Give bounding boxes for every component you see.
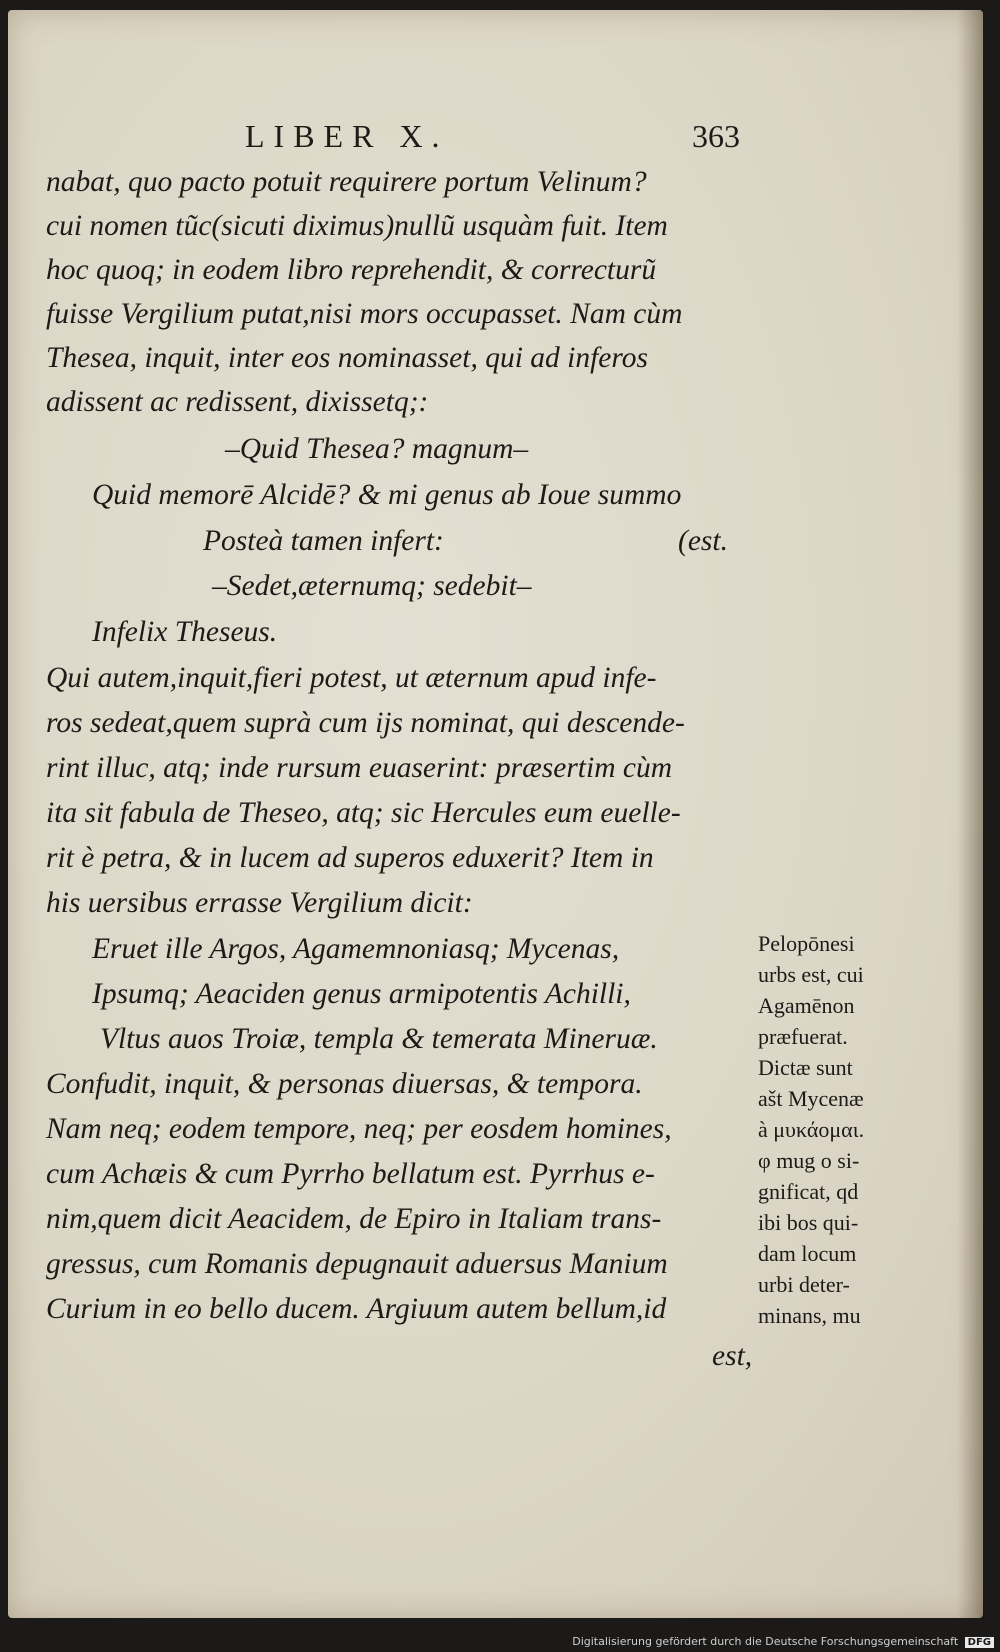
margin-note: [758, 928, 864, 1331]
text-line: Posteà tamen infert:: [203, 525, 444, 557]
margin-note-line: ibi bos qui-: [758, 1210, 859, 1235]
verse-line: –Sedet,æternumq; sedebit–: [212, 570, 532, 602]
text-line: hoc quoq; in eodem libro reprehendit, & correcturũ: [46, 254, 657, 286]
verse-line: Ipsumq; Aeaciden genus armipotentis Achilli,: [92, 978, 631, 1010]
text-line: nabat, quo pacto potuit requirere portum Velinum?: [46, 166, 647, 198]
page-number: 363: [692, 118, 740, 154]
verse-line: Eruet ille Argos, Agamemnoniasq; Mycenas,: [92, 933, 620, 965]
text-line: rint illuc, atq; inde rursum euaserint: præsertim cùm: [46, 752, 673, 784]
text-line: ita sit fabula de Theseo, atq; sic Hercules eum euelle-: [46, 797, 681, 829]
text-line: his uersibus errasse Vergilium dicit:: [46, 887, 473, 919]
verse-line: –Quid Thesea? magnum–: [225, 433, 529, 465]
margin-note-line: dam locum: [758, 1241, 857, 1266]
margin-note-line: urbs est, cui: [758, 962, 864, 987]
digitization-credit: [572, 1635, 994, 1648]
text-line: cum Achæis & cum Pyrrho bellatum est. Pyrrhus e-: [46, 1158, 655, 1190]
text-line: rit è petra, & in lucem ad superos eduxerit? Item in: [46, 842, 654, 874]
verse-continuation: (est.: [678, 525, 728, 557]
verse-line: Infelix Theseus.: [92, 616, 278, 648]
margin-note-line: Dictæ sunt: [758, 1055, 853, 1080]
margin-note-line: ašt Mycenæ: [758, 1086, 864, 1111]
margin-note-line: urbi deter-: [758, 1272, 850, 1297]
text-line: fuisse Vergilium putat,nisi mors occupasset. Nam cùm: [46, 298, 683, 330]
text-line: Qui autem,inquit,fieri potest, ut æternum apud infe-: [46, 662, 657, 694]
margin-note-line: præfuerat.: [758, 1024, 848, 1049]
margin-note-line: à μυκάομαι.: [758, 1117, 865, 1142]
text-line: Confudit, inquit, & personas diuersas, & tempora.: [46, 1068, 643, 1100]
verse-line: Quid memorē Alcidē? & mi genus ab Ioue summo: [92, 479, 682, 511]
page-edge-shadow: [957, 10, 983, 1618]
text-line: adissent ac redissent, dixissetq;:: [46, 386, 429, 418]
text-line: Curium in eo bello ducem. Argiuum autem bellum,id: [46, 1293, 667, 1325]
catchword: est,: [712, 1340, 753, 1372]
text-line: Nam neq; eodem tempore, neq; per eosdem homines,: [46, 1113, 672, 1145]
dfg-logo: DFG: [965, 1637, 994, 1648]
running-head: LIBER X.: [245, 118, 449, 154]
credit-text: Digitalisierung gefördert durch die Deutsche Forschungsgemeinschaft: [572, 1635, 959, 1648]
text-line: ros sedeat,quem suprà cum ijs nominat, qui descende-: [46, 707, 685, 739]
text-line: gressus, cum Romanis depugnauit aduersus Manium: [46, 1248, 668, 1280]
text-line: cui nomen tũc(sicuti diximus)nullũ usquàm fuit. Item: [46, 210, 668, 242]
margin-note-line: φ mug o si-: [758, 1148, 860, 1173]
text-line: nim,quem dicit Aeacidem, de Epiro in Italiam trans-: [46, 1203, 662, 1235]
text-line: Thesea, inquit, inter eos nominasset, qui ad inferos: [46, 342, 648, 374]
margin-note-line: Pelopōnesi: [758, 931, 855, 956]
margin-note-line: Agamēnon: [758, 993, 855, 1018]
margin-note-line: gnificat, qd: [758, 1179, 859, 1204]
verse-line: Vltus auos Troiæ, templa & temerata Mineruæ.: [100, 1023, 658, 1055]
margin-note-line: minans, mu: [758, 1303, 861, 1328]
